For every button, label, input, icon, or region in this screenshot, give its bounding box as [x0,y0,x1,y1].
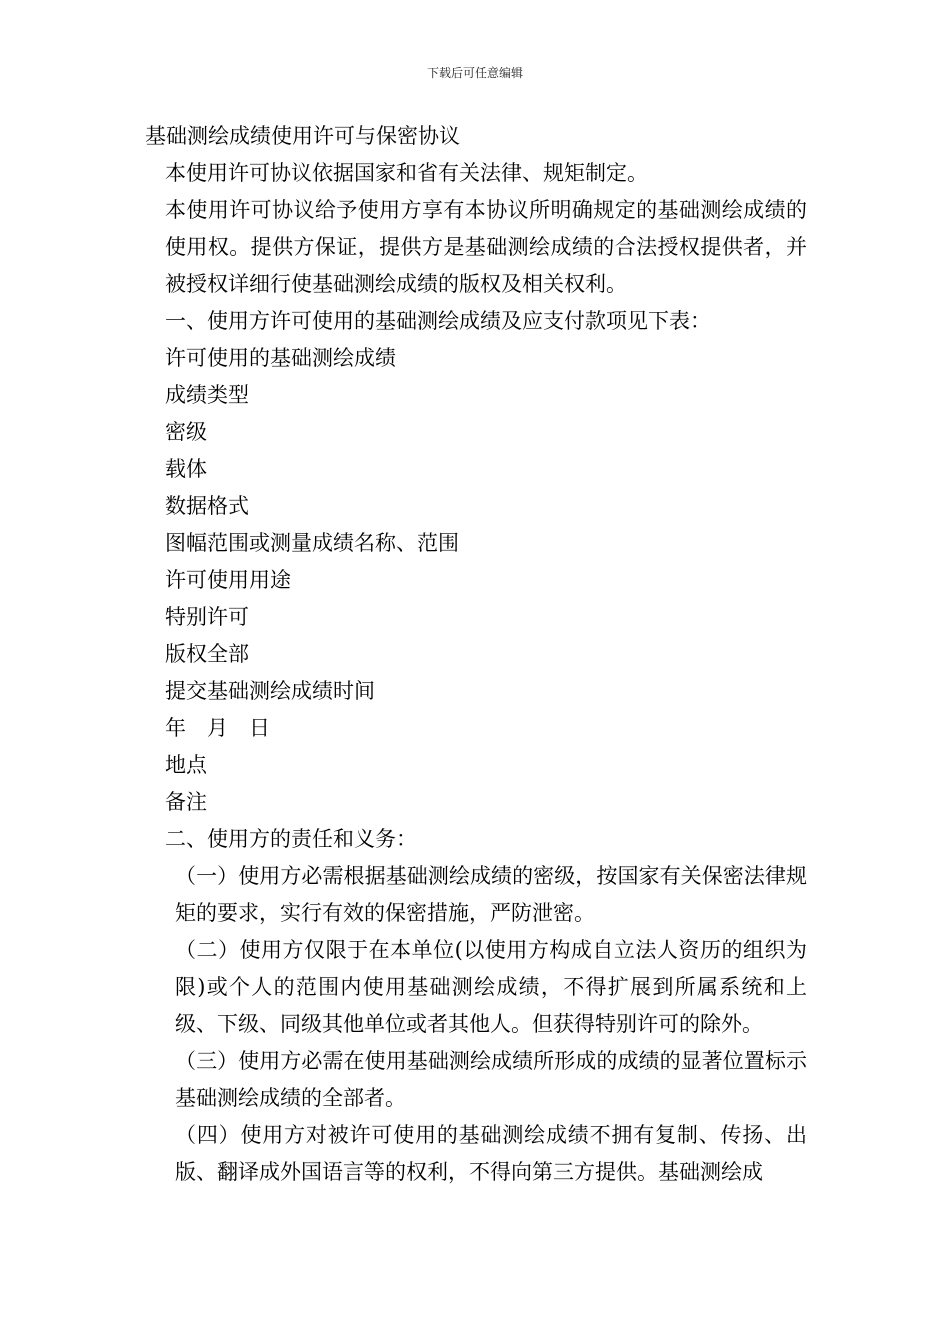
section-2-item: （四）使用方对被许可使用的基础测绘成绩不拥有复制、传扬、出版、翻译成外国语言等的权利，不得向第三方提供。基础测绘成 [175,1123,807,1184]
table-item: 版权全部 [165,642,249,666]
table-item: 年 月 日 [165,716,270,740]
section-2-item: （一）使用方必需根据基础测绘成绩的密级，按国家有关保密法律规矩的要求，实行有效的保密措施，严防泄密。 [175,864,807,925]
document-body [145,118,807,1191]
section-2-item: （三）使用方必需在使用基础测绘成绩所形成的成绩的显著位置标示基础测绘成绩的全部者。 [175,1049,807,1110]
page-header: 下载后可任意编辑 [426,66,523,80]
table-item: 数据格式 [165,494,249,518]
table-item: 特别许可 [165,605,249,629]
section-2-item: （二）使用方仅限于在本单位(以使用方构成自立法人资历的组织为限)或个人的范围内使用基础测绘成绩，不得扩展到所属系统和上级、下级、同级其他单位或者其他人。但获得特别许可的除外。 [175,938,807,1036]
table-item: 载体 [165,457,207,481]
table-item: 备注 [165,790,207,814]
paragraph-grant: 本使用许可协议给予使用方享有本协议所明确规定的基础测绘成绩的使用权。提供方保证，提供方是基础测绘成绩的合法授权提供者，并被授权详细行使基础测绘成绩的版权及相关权利。 [165,198,807,296]
table-item: 成绩类型 [165,383,249,407]
table-item: 许可使用的基础测绘成绩 [165,346,396,370]
table-item: 密级 [165,420,207,444]
paragraph-basis: 本使用许可协议依据国家和省有关法律、规矩制定。 [165,161,648,185]
table-item: 图幅范围或测量成绩名称、范围 [165,531,459,555]
document-title: 基础测绘成绩使用许可与保密协议 [145,124,460,148]
table-item: 提交基础测绘成绩时间 [165,679,375,703]
table-item: 许可使用用途 [165,568,291,592]
section-1-heading: 一、使用方许可使用的基础测绘成绩及应支付款项见下表： [165,309,711,333]
section-2-heading: 二、使用方的责任和义务： [165,827,417,851]
table-item: 地点 [165,753,207,777]
